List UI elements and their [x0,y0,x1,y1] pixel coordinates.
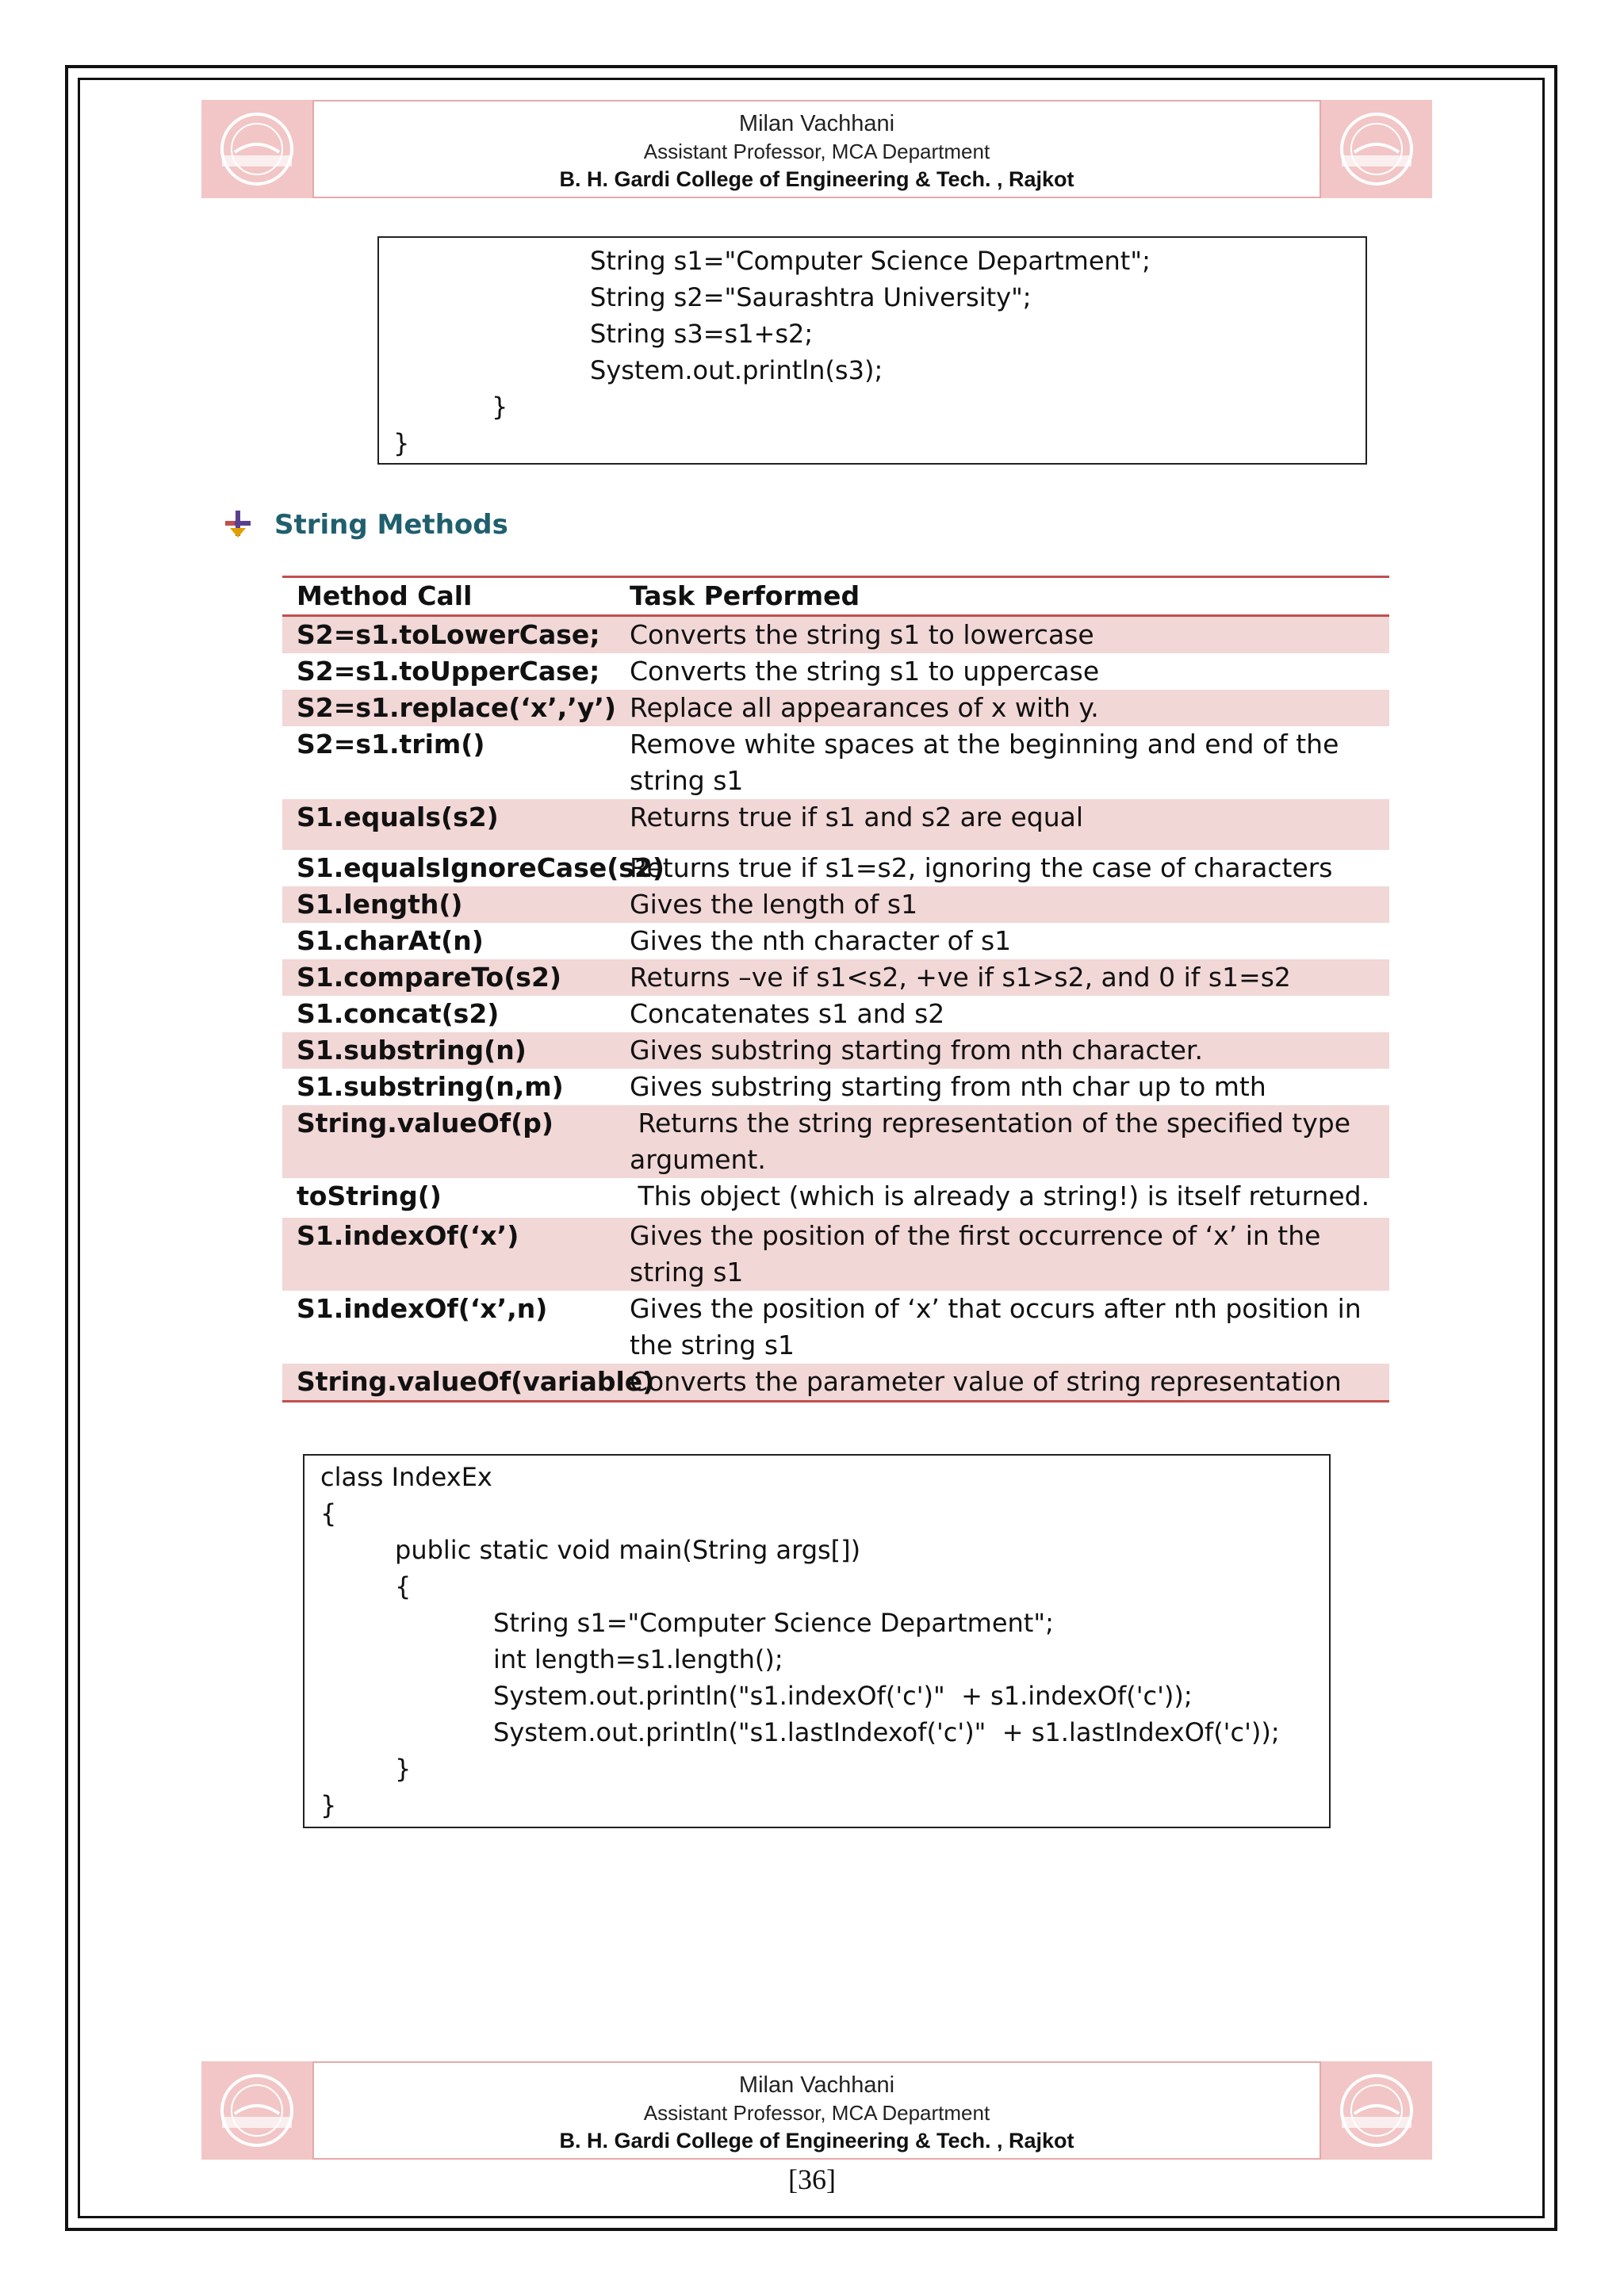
code-line: System.out.println("s1.indexOf('c')" + s1.indexOf('c')); [493,1681,1193,1711]
table-row [282,1032,1389,1069]
task-cell: Remove white spaces at the beginning and end of the string s1 [630,729,1347,796]
code-line: System.out.println("s1.lastIndexof('c')" + s1.lastIndexOf('c')); [493,1717,1280,1747]
table-header-row [282,578,1389,617]
table-row [282,690,1389,726]
task-cell: Returns –ve if s1<s2, +ve if s1>s2, and 0 if s1=s2 [630,962,1291,993]
table-row [282,959,1389,996]
code-line: { [320,1498,337,1529]
section-title: String Methods [274,509,508,541]
code-line: String s1="Computer Science Department"; [590,246,1151,276]
footer-banner [201,2061,1432,2160]
method-cell: String.valueOf(p) [297,1108,553,1138]
table-row [282,1218,1389,1291]
task-cell: Gives substring starting from nth char up to mth [630,1071,1266,1102]
code-line: { [395,1571,412,1601]
method-cell: S1.length() [297,889,463,920]
college-logo-icon [216,2069,298,2152]
method-cell: S2=s1.replace(‘x’,’y’) [297,692,616,723]
method-cell: S1.equals(s2) [297,802,499,832]
college-logo-icon [216,108,298,190]
arrow-bullet-icon [224,509,252,538]
footer-position: Assistant Professor, MCA Department [643,2101,990,2125]
method-cell: S2=s1.toLowerCase; [297,619,600,650]
method-cell: S1.concat(s2) [297,998,500,1029]
header-college: B. H. Gardi College of Engineering & Tech. , Rajkot [559,167,1074,191]
code-line: } [492,392,508,422]
task-cell: Concatenates s1 and s2 [630,998,945,1029]
task-cell: Returns the string representation of the specified type argument. [630,1108,1359,1175]
task-cell: Returns true if s1 and s2 are equal [630,802,1084,832]
task-cell: Converts the string s1 to lowercase [630,619,1094,650]
method-cell: String.valueOf(variable) [297,1366,655,1397]
code-block-top [377,236,1367,465]
code-line: int length=s1.length(); [493,1644,783,1674]
task-cell: Gives substring starting from nth character. [630,1035,1203,1066]
header-banner [201,100,1432,198]
code-line: String s3=s1+s2; [590,319,814,349]
code-line: System.out.println(s3); [590,355,883,385]
method-cell: toString() [297,1181,442,1211]
table-row [282,850,1389,886]
table-row [282,653,1389,690]
method-cell: S1.charAt(n) [297,925,484,956]
method-cell: S2=s1.trim() [297,729,485,760]
header-text-box [312,100,1321,198]
code-line: } [395,1754,412,1784]
table-header-method: Method Call [297,580,473,611]
task-cell: Converts the string s1 to uppercase [630,656,1100,687]
code-line: String s1="Computer Science Department"; [493,1608,1054,1638]
header-position: Assistant Professor, MCA Department [643,140,990,163]
task-cell: Converts the parameter value of string representation [630,1366,1342,1397]
table-row [282,1069,1389,1105]
code-line: } [393,428,410,458]
code-line: public static void main(String args[]) [395,1535,861,1565]
table-row [282,1178,1389,1218]
task-cell: Gives the position of the first occurrence of ‘x’ in the string s1 [630,1220,1329,1288]
footer-college: B. H. Gardi College of Engineering & Tech. , Rajkot [559,2129,1074,2152]
method-cell: S1.indexOf(‘x’) [297,1220,519,1251]
table-row [282,996,1389,1032]
table-row [282,1105,1389,1178]
table-row [282,923,1389,959]
header-name: Milan Vachhani [738,111,895,136]
college-logo-icon [1335,108,1418,190]
method-cell: S2=s1.toUpperCase; [297,656,600,687]
code-line: class IndexEx [320,1462,492,1492]
table-row [282,1291,1389,1364]
task-cell: Returns true if s1=s2, ignoring the case of characters [630,852,1333,883]
table-header-task: Task Performed [630,580,860,611]
table-row [282,617,1389,653]
method-cell: S1.equalsIgnoreCase(s2) [297,852,665,883]
task-cell: Gives the length of s1 [630,889,918,920]
footer-name: Milan Vachhani [738,2072,895,2098]
table-row [282,886,1389,923]
page-number: [36] [788,2164,836,2195]
task-cell: Gives the nth character of s1 [630,925,1012,956]
table-row [282,726,1389,799]
string-methods-table [282,576,1389,1402]
code-line: } [320,1790,337,1820]
code-line: String s2="Saurashtra University"; [590,282,1032,312]
task-cell: This object (which is already a string!) is itself returned. [630,1181,1370,1211]
method-cell: S1.compareTo(s2) [297,962,561,993]
task-cell: Gives the position of ‘x’ that occurs after nth position in the string s1 [630,1293,1370,1360]
table-row [282,799,1389,850]
footer-text-box [312,2061,1321,2160]
method-cell: S1.indexOf(‘x’,n) [297,1293,548,1324]
table-row [282,1364,1389,1400]
college-logo-icon [1335,2069,1418,2152]
method-cell: S1.substring(n,m) [297,1071,564,1102]
task-cell: Replace all appearances of x with y. [630,692,1099,723]
method-cell: S1.substring(n) [297,1035,527,1066]
code-block-bottom [303,1454,1331,1828]
